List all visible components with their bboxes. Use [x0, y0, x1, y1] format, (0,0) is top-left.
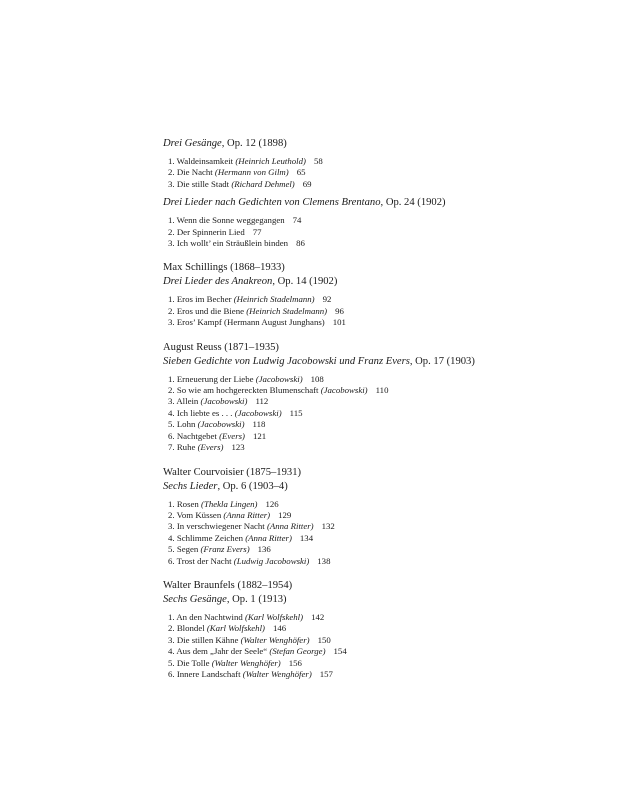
work-opus: , Op. 14 (1902) [272, 276, 338, 288]
song-title: Die stille Stadt [176, 178, 230, 189]
song-list [168, 156, 603, 190]
song-title: Waldeinsamkeit [176, 156, 234, 166]
song-entry [168, 510, 603, 521]
work-title-italic: Drei Lieder nach Gedichten von Clemens Brentano [163, 197, 381, 209]
song-number: 2. [168, 305, 175, 316]
song-poet: (Evers) [219, 430, 245, 441]
song-entry [168, 374, 603, 385]
song-page-number: 110 [375, 385, 389, 396]
song-number: 1. [168, 215, 175, 226]
section-spacer [163, 329, 603, 341]
composer-heading: August Reuss (1871–1935) [163, 341, 279, 353]
song-poet: (Jacobowski) [234, 407, 282, 418]
work-title [163, 196, 603, 210]
song-title: Innere Landschaft [176, 668, 241, 679]
song-entry [168, 521, 603, 532]
song-number: 5. [168, 419, 175, 430]
song-page-number: 123 [231, 442, 245, 453]
composer-section [163, 579, 603, 680]
composer-heading: Max Schillings (1868–1933) [163, 262, 285, 274]
work-opus: , Op. 17 (1903) [409, 355, 475, 367]
song-title: Vom Küssen [176, 509, 222, 520]
song-title: Trost der Nacht [176, 555, 232, 566]
work-title-italic: Sechs Gesänge [163, 593, 227, 605]
song-poet: (Stefan George) [269, 646, 326, 657]
song-title: Nachtgebet [176, 430, 217, 441]
song-poet: (Anna Ritter) [245, 532, 292, 543]
song-title: Ruhe [176, 442, 196, 453]
song-page-number: 150 [317, 634, 331, 645]
work-title-italic: Sechs Lieder [163, 480, 218, 492]
song-poet: (Anna Ritter) [223, 509, 271, 520]
song-title: Der Spinnerin Lied [176, 226, 245, 237]
song-number: 1. [168, 373, 175, 384]
work-title-italic: Drei Lieder des Anakreon [163, 276, 273, 288]
song-title: In verschwiegener Nacht [176, 521, 265, 532]
song-number: 2. [168, 509, 175, 520]
song-poet: (Jacobowski) [200, 396, 248, 407]
section-spacer [163, 567, 603, 579]
song-page-number: 92 [322, 294, 332, 305]
song-entry [168, 419, 603, 430]
song-poet: (Thekla Lingen) [201, 498, 258, 509]
song-poet: (Walter Wenghöfer) [211, 657, 281, 668]
song-page-number: 101 [332, 317, 346, 328]
song-entry [168, 533, 603, 544]
song-poet: (Heinrich Leuthold) [235, 156, 306, 166]
work-opus: , Op. 6 (1903–4) [217, 480, 288, 492]
song-page-number: 154 [333, 646, 347, 657]
song-page-number: 86 [296, 238, 305, 249]
song-entry [168, 396, 603, 407]
song-entry [168, 238, 603, 249]
song-poet: (Anna Ritter) [266, 521, 314, 532]
song-list [168, 294, 603, 328]
composer-section [163, 137, 603, 249]
song-poet: (Heinrich Stadelmann) [246, 305, 328, 316]
song-page-number: 58 [313, 156, 323, 166]
song-number: 4. [168, 646, 175, 657]
song-entry [168, 658, 603, 669]
section-spacer [163, 249, 603, 261]
song-title: Erneuerung der Liebe [176, 373, 254, 384]
song-title: Eros im Becher [176, 294, 232, 305]
song-title: Rosen [176, 498, 199, 509]
song-poet: (Jacobowski) [255, 373, 303, 384]
song-number: 1. [168, 611, 175, 622]
song-list [168, 499, 603, 567]
song-number: 1. [168, 156, 175, 166]
song-list [168, 374, 603, 454]
song-number: 4. [168, 407, 175, 418]
composer-section [163, 341, 603, 454]
song-entry [168, 646, 603, 657]
song-page-number: 136 [257, 544, 271, 555]
song-page-number: 96 [335, 305, 344, 316]
song-entry [168, 669, 603, 680]
song-entry [168, 612, 603, 623]
song-entry [168, 431, 603, 442]
work-title-italic: Drei Gesänge [163, 138, 222, 149]
song-title: Ich liebte es . . . [176, 407, 233, 418]
song-entry [168, 156, 603, 167]
song-page-number: 126 [265, 498, 279, 509]
work-title-italic: Sieben Gedichte von Ludwig Jacobowski und Franz Evers [163, 355, 410, 367]
song-entry [168, 227, 603, 238]
song-page-number: 115 [289, 407, 303, 418]
composer-section [163, 466, 603, 567]
song-poet: (Jacobowski) [197, 419, 245, 430]
song-title: Allein [176, 396, 199, 407]
contents-page [163, 137, 603, 680]
song-title: Eros und die Biene [176, 305, 244, 316]
song-title: Blondel [176, 623, 205, 634]
work-title [163, 355, 603, 369]
song-poet: (Walter Wenghöfer) [242, 668, 312, 679]
song-number: 2. [168, 226, 175, 237]
work-title [163, 137, 603, 151]
song-poet: (Jacobowski) [320, 385, 368, 396]
composer-heading: Walter Courvoisier (1875–1931) [163, 466, 302, 478]
song-poet: (Karl Wolfskehl) [206, 623, 265, 634]
song-number: 7. [168, 442, 175, 453]
song-title: Aus dem „Jahr der Seele“ [176, 646, 268, 657]
song-number: 2. [168, 385, 175, 396]
work-opus: , Op. 12 (1898) [221, 138, 287, 149]
song-entry [168, 499, 603, 510]
song-number: 5. [168, 544, 175, 555]
song-entry [168, 408, 603, 419]
song-number: 2. [168, 167, 175, 178]
song-entry [168, 623, 603, 634]
song-number: 3. [168, 634, 175, 645]
song-poet: (Walter Wenghöfer) [240, 634, 310, 645]
song-number: 1. [168, 498, 175, 509]
song-page-number: 156 [288, 657, 302, 668]
song-list [168, 612, 603, 680]
song-number: 3. [168, 238, 175, 249]
song-poet: (Karl Wolfskehl) [244, 611, 304, 622]
song-number: 2. [168, 623, 175, 634]
song-page-number: 132 [321, 521, 335, 532]
song-number: 6. [168, 430, 175, 441]
song-poet: (Heinrich Stadelmann) [233, 294, 315, 305]
work-title [163, 275, 603, 289]
song-page-number: 142 [311, 611, 325, 622]
song-list [168, 215, 603, 249]
song-page-number: 77 [252, 226, 262, 237]
song-number: 3. [168, 178, 175, 189]
song-number: 3. [168, 396, 175, 407]
song-poet: (Richard Dehmel) [231, 178, 295, 189]
work-opus: , Op. 1 (1913) [226, 593, 287, 605]
song-title: An den Nachtwind [176, 611, 243, 622]
song-title: Schlimme Zeichen [176, 532, 244, 543]
song-page-number: 129 [278, 509, 292, 520]
song-entry [168, 167, 603, 178]
song-entry [168, 556, 603, 567]
song-page-number: 65 [296, 167, 306, 178]
song-title: Wenn die Sonne weggegangen [176, 215, 285, 226]
song-title: Segen [176, 544, 199, 555]
work-title [163, 480, 603, 494]
work-opus: , Op. 24 (1902) [380, 197, 446, 209]
song-title: Eros’ Kampf (Hermann August Junghans) [176, 317, 325, 328]
composer-section [163, 261, 603, 328]
song-title: Lohn [176, 419, 196, 430]
song-number: 3. [168, 521, 175, 532]
song-poet: (Hermann von Gilm) [214, 167, 289, 178]
song-number: 3. [168, 317, 175, 328]
song-title: Ich wollt’ ein Sträußlein binden [176, 238, 289, 249]
song-number: 1. [168, 294, 175, 305]
song-entry [168, 294, 603, 305]
song-poet: (Franz Evers) [200, 544, 250, 555]
song-page-number: 74 [292, 215, 302, 226]
song-entry [168, 442, 603, 453]
song-page-number: 69 [302, 178, 312, 189]
song-entry [168, 215, 603, 226]
composer-heading: Walter Braunfels (1882–1954) [163, 579, 293, 591]
song-page-number: 121 [252, 430, 267, 441]
song-number: 4. [168, 532, 175, 543]
song-entry [168, 179, 603, 190]
song-page-number: 138 [317, 555, 331, 566]
song-number: 5. [168, 657, 175, 668]
song-title: So wie am hochgereckten Blumenschaft [176, 385, 319, 396]
song-number: 6. [168, 555, 175, 566]
song-number: 6. [168, 668, 175, 679]
section-spacer [163, 454, 603, 466]
song-entry [168, 385, 603, 396]
song-title: Die Tolle [176, 657, 210, 668]
song-page-number: 134 [299, 532, 314, 543]
song-entry [168, 306, 603, 317]
song-title: Die stillen Kähne [176, 634, 239, 645]
song-entry [168, 635, 603, 646]
song-entry [168, 544, 603, 555]
song-page-number: 157 [319, 668, 333, 679]
song-poet: (Evers) [197, 442, 224, 453]
song-page-number: 118 [252, 419, 266, 430]
song-poet: (Ludwig Jacobowski) [233, 555, 310, 566]
work-title [163, 593, 603, 607]
song-entry [168, 317, 603, 328]
song-title: Die Nacht [176, 167, 213, 178]
song-page-number: 146 [272, 623, 287, 634]
song-page-number: 112 [255, 396, 269, 407]
song-page-number: 108 [310, 373, 324, 384]
